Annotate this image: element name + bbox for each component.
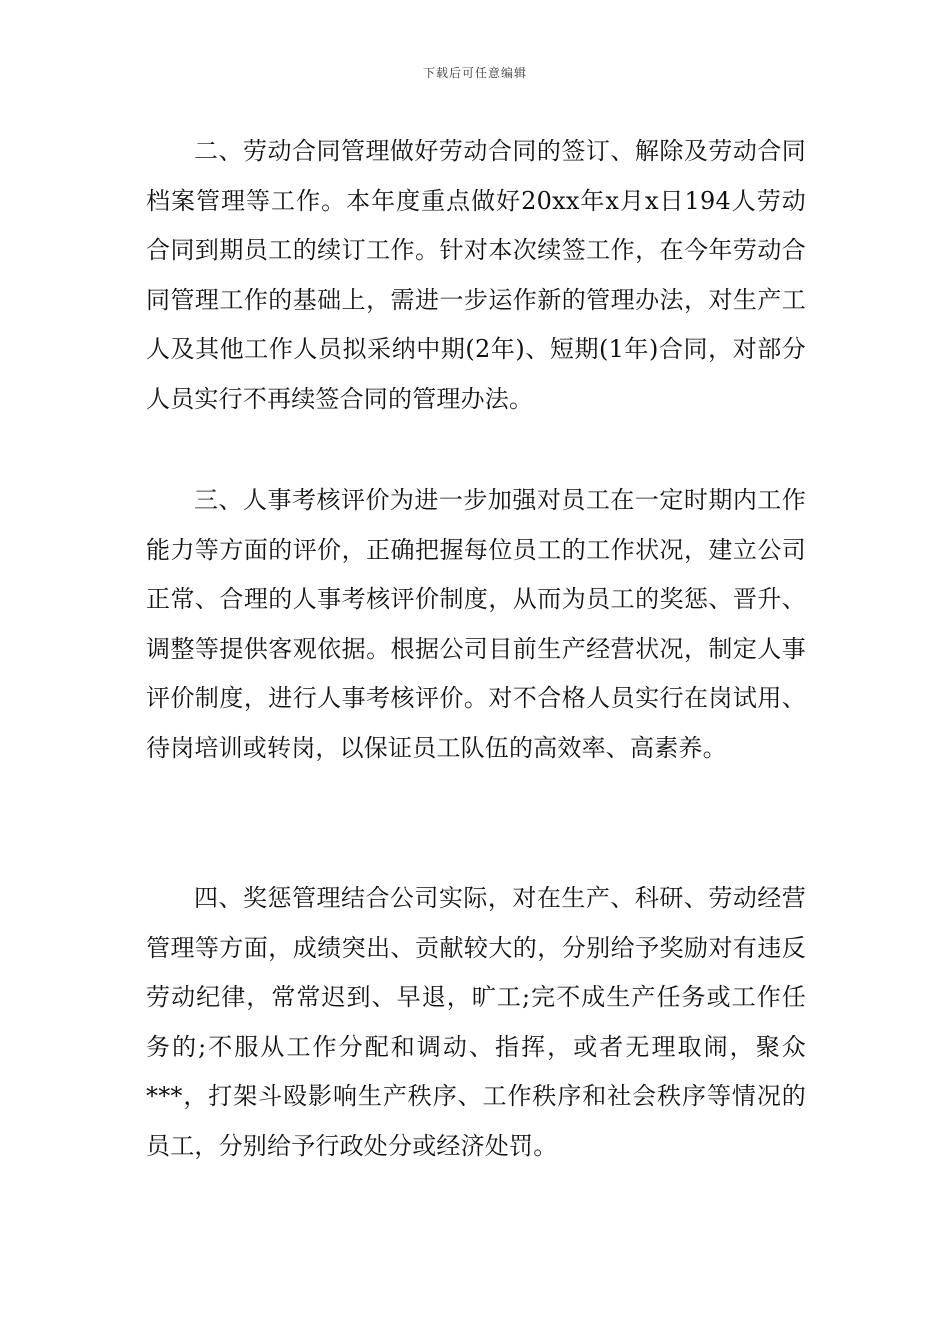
paragraph-rewards-penalties: 四、奖惩管理结合公司实际，对在生产、科研、劳动经营管理等方面，成绩突出、贡献较大的，分别给予奖励对有违反劳动纪律，常常迟到、早退，旷工;完不成生产任务或工作任务的;不服从工作分配和调动、指挥，或者无理取闹，聚众***，打架斗殴影响生产秩序、工作秩序和社会秩序等情况的员工，分别给予行政处分或经济处罚。 — [146, 884, 806, 1160]
page-header: 下载后可任意编辑 — [422, 66, 527, 80]
paragraph-labor-contract: 二、劳动合同管理做好劳动合同的签订、解除及劳动合同档案管理等工作。本年度重点做好20xx年x月x日194人劳动合同到期员工的续订工作。针对本次续签工作，在今年劳动合同管理工作的基础上，需进一步运作新的管理办法，对生产工人及其他工作人员拟采纳中期(2年)、短期(1年)合同，对部分人员实行不再续签合同的管理办法。 — [146, 137, 806, 413]
paragraph-performance-review: 三、人事考核评价为进一步加强对员工在一定时期内工作能力等方面的评价，正确把握每位员工的工作状况，建立公司正常、合理的人事考核评价制度，从而为员工的奖惩、晋升、调整等提供客观依据。根据公司目前生产经营状况，制定人事评价制度，进行人事考核评价。对不合格人员实行在岗试用、待岗培训或转岗，以保证员工队伍的高效率、高素养。 — [146, 486, 806, 762]
